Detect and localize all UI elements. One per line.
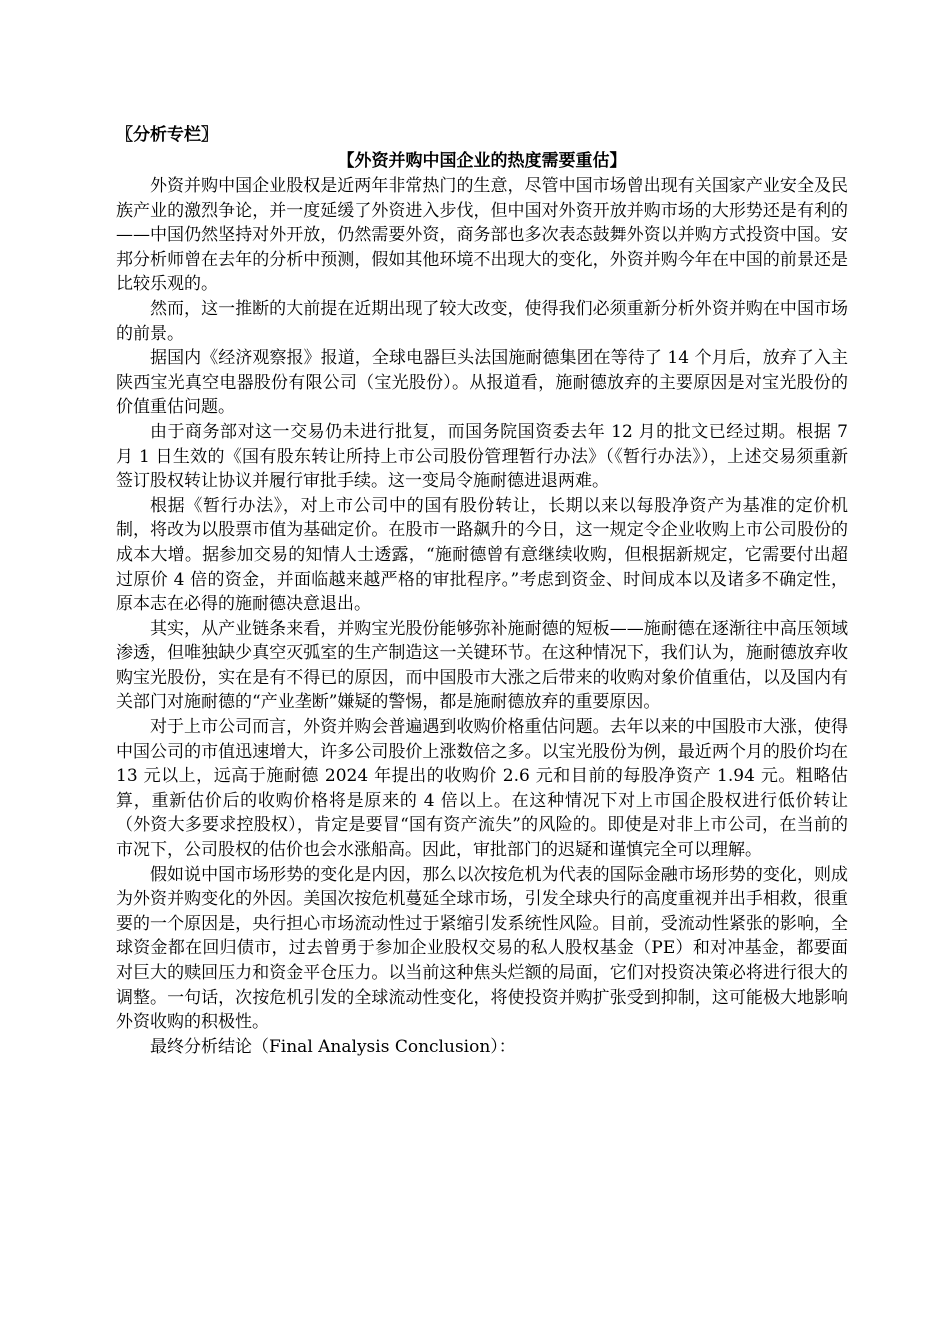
paragraph-intro: 外资并购中国企业股权是近两年非常热门的生意，尽管中国市场曾出现有关国家产业安全及民族产业的激烈争论，并一度延缓了外资进入步伐，但中国对外资开放并购市场的大形势还是有利的——中国仍然坚持对外开放，仍然需要外资，商务部也多次表态鼓舞外资以并购方式投资中国。安邦分析师曾在去年的分析中预测，假如其他环境不出现大的变化，外资并购今年在中国的前景还是比较乐观的。 [116, 176, 848, 295]
paragraph-premise-change: 然而，这一推断的大前提在近期出现了较大改变，使得我们必须重新分析外资并购在中国市场的前景。 [116, 298, 848, 344]
paragraph-pricing-rules: 根据《暂行办法》，对上市公司中的国有股份转让，长期以来以每股净资产为基准的定价机制，将改为以股票市值为基础定价。在股市一路飙升的今日，这一规定令企业收购上市公司股份的成本大增。据参加交易的知情人士透露，“施耐德曾有意继续收购，但根据新规定，它需要付出超过原价 4 倍的资金，并面临越来越严格的审批程序。”考虑到资金、时间成本以及诸多不确定性，原本志在必得的施耐德决意退出。 [116, 495, 848, 615]
paragraph-industry-chain: 其实，从产业链条来看，并购宝光股份能够弥补施耐德的短板——施耐德在逐渐往中高压领域渗透，但唯独缺少真空灭弧室的生产制造这一关键环节。在这种情况下，我们认为，施耐德放弃收购宝光股份，实在是有不得已的原因，而中国股市大涨之后带来的收购对象价值重估，以及国内有关部门对施耐德的“产业垄断”嫌疑的警惕，都是施耐德放弃的重要原因。 [116, 618, 848, 713]
document-page [116, 122, 848, 1059]
paragraph-approval: 由于商务部对这一交易仍未进行批复，而国务院国资委去年 12 月的批文已经过期。根据 7 月 1 日生效的《国有股东转让所持上市公司股份管理暂行办法》（《暂行办法》），上述交易须重新签订股权转让协议并履行审批手续。这一变局令施耐德进退两难。 [116, 421, 848, 492]
paragraph-global-liquidity: 假如说中国市场形势的变化是内因，那么以次按危机为代表的国际金融市场形势的变化，则成为外资并购变化的外因。美国次按危机蔓延全球市场，引发全球央行的高度重视并出手相救，很重要的一个原因是，央行担心市场流动性过于紧缩引发系统性风险。目前，受流动性紧张的影响，全球资金都在回归债市，过去曾勇于参加企业股权交易的私人股权基金（PE）和对冲基金，都要面对巨大的赎回压力和资金平仓压力。以当前这种焦头烂额的局面，它们对投资决策必将进行很大的调整。一句话，次按危机引发的全球流动性变化，将使投资并购扩张受到抑制，这可能极大地影响外资收购的积极性。 [116, 864, 848, 1033]
article-title: 【外资并购中国企业的热度需要重估】 [337, 151, 627, 171]
paragraph-conclusion-heading: 最终分析结论（Final Analysis Conclusion）： [150, 1036, 516, 1057]
column-tag: 〖分析专栏〗 [116, 125, 218, 145]
paragraph-price-reassessment: 对于上市公司而言，外资并购会普遍遇到收购价格重估问题。去年以来的中国股市大涨，使得中国公司的市值迅速增大，许多公司股价上涨数倍之多。以宝光股份为例，最近两个月的股价均在 13 元以上，远高于施耐德 2024 年提出的收购价 2.6 元和目前的每股净资产 1.94 元。粗略估算，重新估价后的收购价格将是原来的 4 倍以上。在这种情况下对上市国企股权进行低价转让（外资大多要求控股权），肯定是要冒“国有资产流失”的风险的。即使是对非上市公司，在当前的市况下，公司股权的估价也会水涨船高。因此，审批部门的迟疑和谨慎完全可以理解。 [116, 717, 848, 861]
paragraph-schneider-report: 据国内《经济观察报》报道，全球电器巨头法国施耐德集团在等待了 14 个月后，放弃了入主陕西宝光真空电器股份有限公司（宝光股份）。从报道看，施耐德放弃的主要原因是对宝光股份的价值重估问题。 [116, 348, 848, 418]
